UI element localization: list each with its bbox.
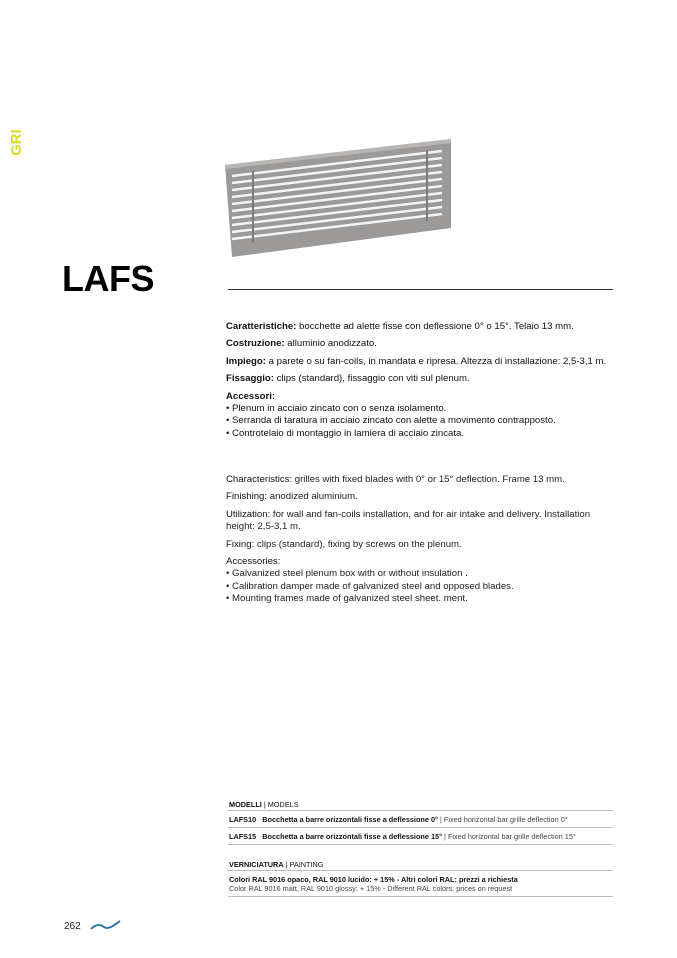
fixing-paragraph: Fixing: clips (standard), fixing by screws on the plenum. — [226, 538, 462, 550]
painting-table — [228, 858, 613, 897]
list-item: • Controtelaio di montaggio in lamiera di acciaio zincata. — [226, 427, 464, 439]
accessori-list: Accessori: • Plenum in acciaio zincato con o senza isolamento. • Serranda di taratura in acciaio zincato con alette a movimento contrapposto. • Controtelaio di montaggio in lamiera di acciaio zincata. — [226, 390, 556, 439]
italian-description — [226, 321, 616, 440]
list-item: • Galvanized steel plenum box with or without insulation . — [226, 568, 468, 580]
impiego-paragraph: Impiego: a parete o su fan-coils, in mandata e ripresa. Altezza di installazione: 2,5-3,1 m. — [226, 355, 607, 367]
caratteristiche-paragraph: Caratteristiche: bocchette ad alette fisse con deflessione 0° o 15°. Telaio 13 mm. — [226, 321, 574, 332]
costruzione-paragraph: Costruzione: alluminio anodizzato. — [226, 338, 377, 350]
grille-product-image — [220, 135, 460, 265]
models-header: MODELLI | MODELS — [228, 798, 613, 811]
english-description — [226, 474, 616, 606]
page-number: 262 — [64, 921, 81, 932]
finishing-paragraph: Finishing: anodized aluminium. — [226, 491, 358, 503]
painting-header: VERNICIATURA | PAINTING — [228, 858, 613, 871]
utilization-paragraph: Utilization: for wall and fan-coils installation, and for air intake and delivery. Installation height: 2,5-3,1 m. — [226, 508, 591, 533]
wave-logo-icon — [90, 918, 122, 932]
list-item: • Serranda di taratura in acciaio zincato con alette a movimento contrapposto. — [226, 415, 556, 427]
characteristics-paragraph: Characteristics: grilles with fixed blades with 0° or 15° deflection. Frame 13 mm. — [226, 474, 565, 485]
fissaggio-paragraph: Fissaggio: clips (standard), fissaggio con viti sul plenum. — [226, 373, 470, 385]
models-table — [228, 798, 613, 845]
title-divider — [228, 289, 613, 290]
list-item: • Calibration damper made of galvanized steel and opposed blades. — [226, 580, 514, 592]
section-tab-gri: GRI — [8, 129, 25, 156]
table-row: Colori RAL 9016 opaco, RAL 9010 lucido: + 15% - Altri colori RAL: prezzi a richiesta Color RAL 9016 matt, RAL 9010 glossy: + 15% - Different RAL colors: prices on request — [228, 871, 613, 897]
table-row: LAFS10 Bocchetta a barre orizzontali fisse a deflessione 0° | Fixed horizontal bar grille deflection 0° — [228, 811, 613, 828]
list-item: • Mounting frames made of galvanized steel sheet. ment. — [226, 593, 468, 605]
table-row: LAFS15 Bocchetta a barre orizzontali fisse a deflessione 15° | Fixed horizontal bar grille deflection 15° — [228, 828, 613, 845]
list-item: • Plenum in acciaio zincato con o senza isolamento. — [226, 403, 447, 415]
accessories-list: Accessories: • Galvanized steel plenum box with or without insulation . • Calibration damper made of galvanized steel and opposed blades. • Mounting frames made of galvanized steel sheet. ment. — [226, 556, 514, 605]
product-title: LAFS — [62, 258, 154, 299]
